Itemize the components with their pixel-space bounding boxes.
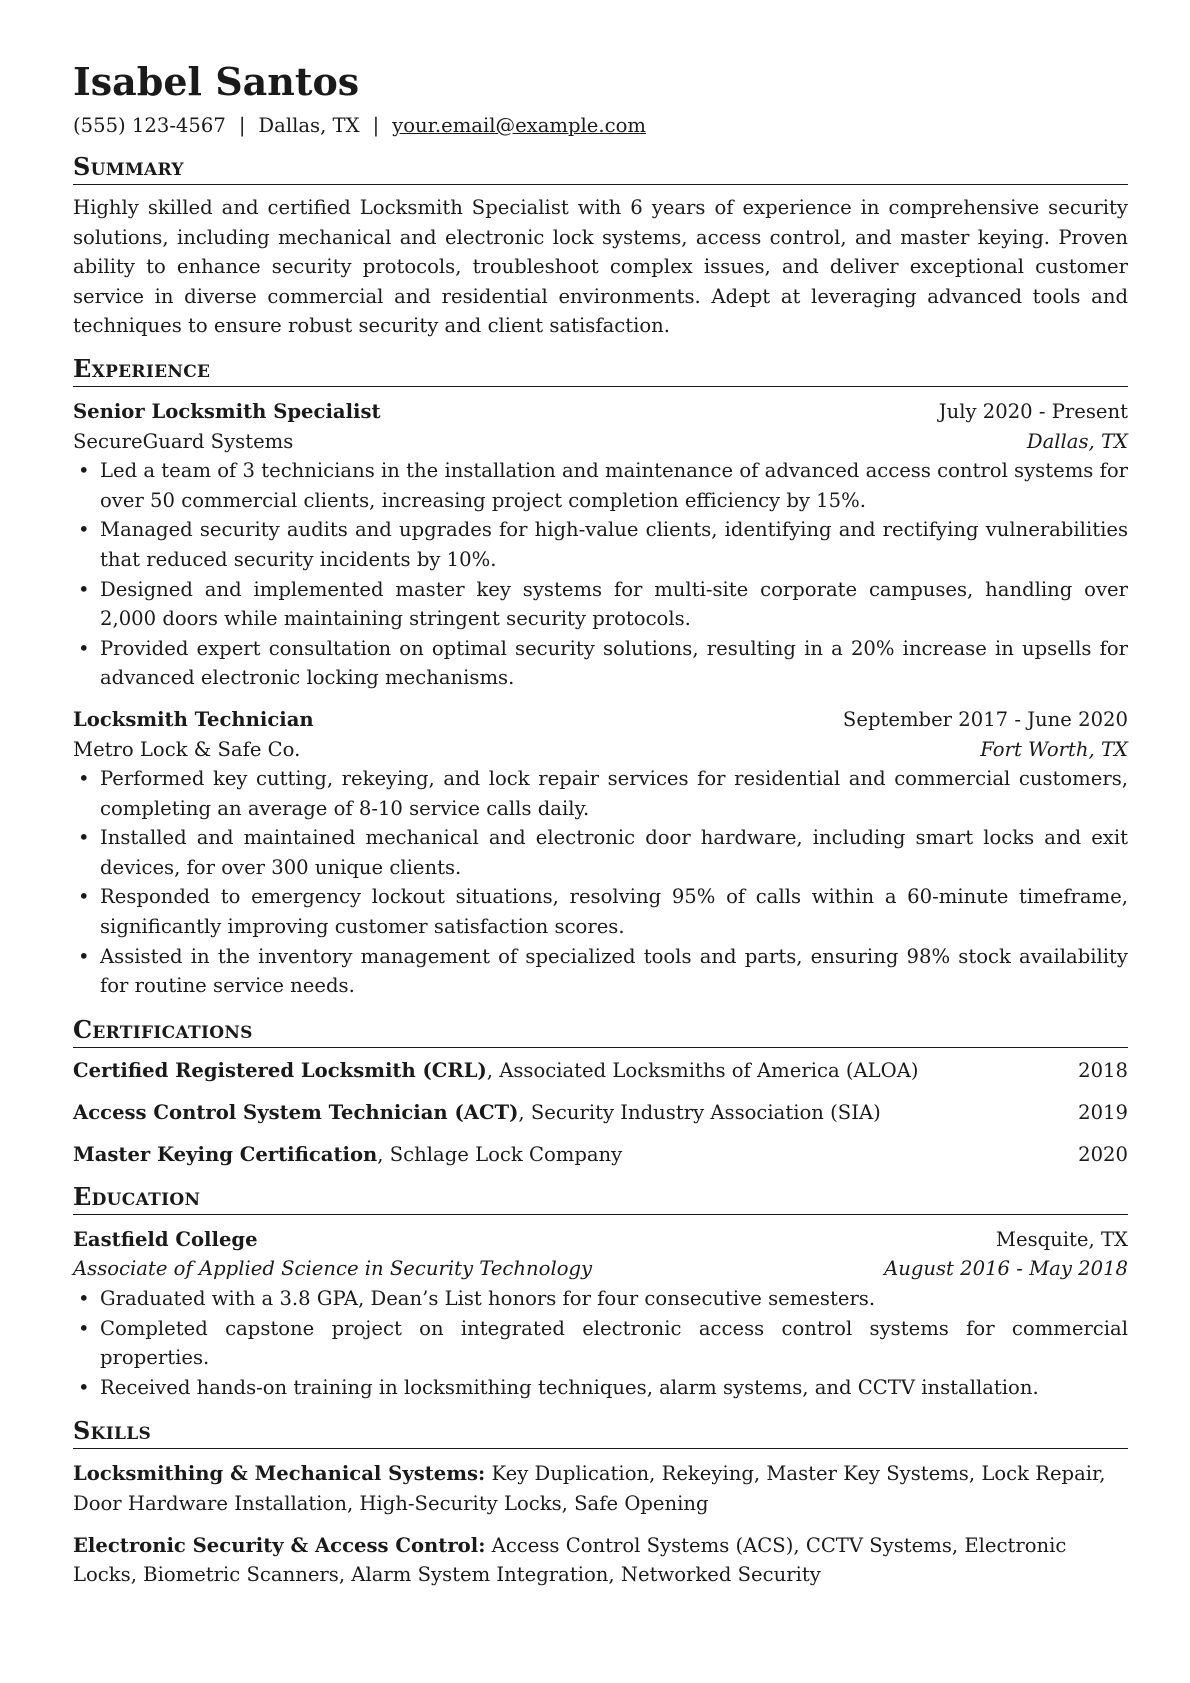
job-subheader	[73, 735, 1128, 765]
experience-heading: Experience	[73, 354, 1128, 387]
education-dates: August 2016 - May 2018	[884, 1257, 1128, 1281]
skill-group-label: Locksmithing & Mechanical Systems:	[73, 1462, 486, 1486]
job-dates: July 2020 - Present	[938, 399, 1128, 423]
list-item: • Graduated with a 3.8 GPA, Dean’s List honors for four consecutive semesters.	[73, 1284, 1128, 1314]
certification-year: 2018	[1078, 1058, 1128, 1082]
skill-group-items: Access Control Systems (ACS), CCTV Systems, Electronic Locks, Biometric Scanners, Alarm System Integration, Networked Security	[73, 1533, 1067, 1587]
certification-name: Master Keying Certification	[73, 1142, 378, 1166]
candidate-name: Isabel Santos	[73, 59, 360, 104]
job-header	[73, 397, 1128, 427]
summary-heading: Summary	[73, 152, 1128, 185]
education-entry	[73, 1225, 1128, 1403]
skill-group-items: Key Duplication, Rekeying, Master Key Systems, Lock Repair, Door Hardware Installation, High-Security Locks, Safe Opening	[73, 1462, 1106, 1515]
job-company: SecureGuard Systems	[73, 429, 294, 453]
school-name: Eastfield College	[73, 1227, 258, 1251]
certification-text	[73, 1056, 919, 1085]
contact-line	[73, 112, 1128, 140]
job-company: Metro Lock & Safe Co.	[73, 737, 301, 761]
contact-separator: |	[372, 114, 380, 137]
list-item: • Designed and implemented master key systems for multi-site corporate campuses, handling over 2,000 doors while maintaining stringent security protocols.	[73, 575, 1128, 634]
job-bullets	[73, 764, 1128, 1001]
degree: Associate of Applied Science in Security Technology	[73, 1257, 593, 1281]
list-item: • Completed capstone project on integrated electronic access control systems for commercial properties.	[73, 1314, 1128, 1373]
certification-year: 2019	[1078, 1100, 1128, 1124]
job-role: Locksmith Technician	[73, 707, 314, 731]
certifications-list	[73, 1056, 1128, 1169]
contact-separator: |	[238, 114, 246, 137]
list-item: • Led a team of 3 technicians in the installation and maintenance of advanced access control systems for over 50 commercial clients, increasing project completion efficiency by 15%.	[73, 456, 1128, 515]
list-item: • Received hands-on training in locksmithing techniques, alarm systems, and CCTV installation.	[73, 1373, 1128, 1403]
job-subheader	[73, 427, 1128, 457]
certification-year: 2020	[1078, 1142, 1128, 1166]
job-location: Fort Worth, TX	[980, 737, 1128, 761]
list-item: • Provided expert consultation on optimal security solutions, resulting in a 20% increase in upsells for advanced electronic locking mechanisms.	[73, 634, 1128, 693]
job-entry	[73, 705, 1128, 1001]
skill-group-label: Electronic Security & Access Control:	[73, 1533, 486, 1557]
phone-number: (555) 123-4567	[73, 114, 226, 137]
certification-text	[73, 1098, 881, 1127]
list-item: • Installed and maintained mechanical and electronic door hardware, including smart locks and exit devices, for over 300 unique clients.	[73, 823, 1128, 882]
skill-group	[73, 1531, 1128, 1590]
job-entry	[73, 397, 1128, 693]
certification-text	[73, 1140, 622, 1169]
job-header	[73, 705, 1128, 735]
certification-name: Certified Registered Locksmith (CRL)	[73, 1058, 487, 1082]
certification-row	[73, 1098, 1128, 1127]
education-subheader	[73, 1254, 1128, 1284]
email-link[interactable]: your.email@example.com	[392, 114, 646, 137]
certification-row	[73, 1140, 1128, 1169]
education-header	[73, 1225, 1128, 1255]
list-item: • Assisted in the inventory management of specialized tools and parts, ensuring 98% stock availability for routine service needs.	[73, 942, 1128, 1001]
list-item: • Managed security audits and upgrades for high-value clients, identifying and rectifying vulnerabilities that reduced security incidents by 10%.	[73, 515, 1128, 574]
skills-heading: Skills	[73, 1416, 1128, 1449]
certification-issuer: , Schlage Lock Company	[377, 1142, 623, 1166]
certification-issuer: , Associated Locksmiths of America (ALOA)	[486, 1058, 919, 1082]
job-location: Dallas, TX	[1026, 429, 1128, 453]
certification-row	[73, 1056, 1128, 1085]
list-item: • Responded to emergency lockout situations, resolving 95% of calls within a 60-minute timeframe, significantly improving customer satisfaction scores.	[73, 882, 1128, 941]
location: Dallas, TX	[258, 114, 360, 137]
school-location: Mesquite, TX	[995, 1227, 1128, 1251]
certification-name: Access Control System Technician (ACT)	[73, 1100, 519, 1124]
job-bullets	[73, 456, 1128, 693]
summary-text: Highly skilled and certified Locksmith Specialist with 6 years of experience in comprehensive security solutions, including mechanical and electronic lock systems, access control, and master keying. Proven ability to enhance security protocols, troubleshoot complex issues, and deliver exceptional customer service in diverse commercial and residential environments. Adept at leveraging advanced tools and techniques to ensure robust security and client satisfaction.	[73, 196, 1128, 338]
job-dates: September 2017 - June 2020	[842, 707, 1128, 731]
list-item: • Performed key cutting, rekeying, and lock repair services for residential and commercial customers, completing an average of 8-10 service calls daily.	[73, 764, 1128, 823]
skill-group	[73, 1459, 1128, 1518]
education-heading: Education	[73, 1182, 1128, 1215]
job-role: Senior Locksmith Specialist	[73, 399, 381, 423]
education-bullets	[73, 1284, 1128, 1402]
certification-issuer: , Security Industry Association (SIA)	[518, 1100, 881, 1124]
certifications-heading: Certifications	[73, 1015, 1128, 1048]
